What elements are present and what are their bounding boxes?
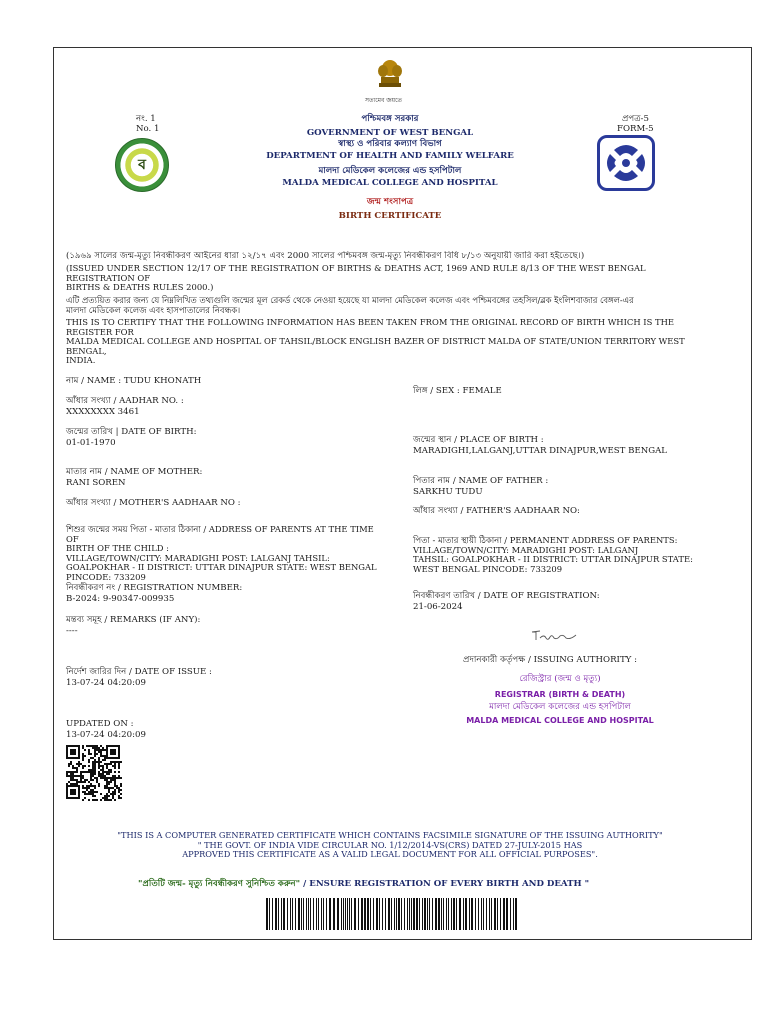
permanent-address: পিতা - মাতার স্থায়ী ঠিকানা / PERMANENT ADDRESS OF PARENTS: VILLAGE/TOWN/CITY: MARADIGHI POST: LALGANJ TAHSIL: GOALPOKHAR - II DISTRICT: UTTAR DINAJPUR STATE: WEST BENGAL PINCODE: 733209 <box>413 535 693 574</box>
issue-date-value: 13-07-24 04:20:09 <box>66 678 146 688</box>
form-bn: প্রপত্র-5 <box>622 114 649 124</box>
dept-title-bn: স্বাস্থ্য ও পরিবার কল্যাণ বিভাগ <box>338 139 442 149</box>
birth-address: শিশুর জন্মের সময় পিতা - মাতার ঠিকানা / ADDRESS OF PARENTS AT THE TIME OF BIRTH OF THE CHILD : VILLAGE/TOWN/CITY: MARADIGHI POST: LALGANJ TAHSIL: GOALPOKHAR - II DISTRICT: UTTAR DINAJPUR STATE: WEST BENGAL PINCODE: 733209 <box>66 524 377 582</box>
number-en: No. 1 <box>136 124 160 134</box>
slogan-bn: "প্রতিটি জন্ম- মৃত্যু নিবন্ধীকরণ সুনিশ্চিত করুন" <box>138 879 301 889</box>
slogan-en: / ENSURE REGISTRATION OF EVERY BIRTH AND DEATH " <box>300 879 590 889</box>
state-emblem-icon <box>373 58 407 94</box>
aadhar-label: আঁধার সংখ্যা / AADHAR NO. : <box>66 396 184 406</box>
registrar-hospital-bn: মালদা মেডিকেল কলেজের এন্ড হসপিটাল <box>489 702 631 712</box>
qr-code-icon <box>66 745 122 801</box>
father-aadhaar: আঁধার সংখ্যা / FATHER'S AADHAAR NO: <box>413 506 580 516</box>
issuing-authority-label: প্রদানকারী কর্তৃপক্ষ / ISSUING AUTHORITY : <box>463 655 637 665</box>
intro-paragraph-1-en: (ISSUED UNDER SECTION 12/17 OF THE REGISTRATION OF BIRTHS & DEATHS ACT, 1969 AND RULE 8/13 OF THE WEST BENGAL REGISTRATION OF BIRTHS & DEATHS RULES 2000.) <box>66 263 646 293</box>
registration-slogan <box>138 879 589 889</box>
computer-generated-notice: "THIS IS A COMPUTER GENERATED CERTIFICATE WHICH CONTAINS FACSIMILE SIGNATURE OF THE ISSUING AUTHORITY" " THE GOVT. OF INDIA VIDE CIRCULAR NO. 1/12/2014-VS(CRS) DATED 27-JULY-2015 HAS APPROVED THIS CERTIFICATE AS A VALID LEGAL DOCUMENT FOR ALL OFFICIAL PURPOSES". <box>117 830 663 860</box>
place-of-birth-label: জন্মের স্থান / PLACE OF BIRTH : <box>413 435 544 445</box>
mother-name-label: মাতার নাম / NAME OF MOTHER: <box>66 467 203 477</box>
aadhar-value: XXXXXXXX 3461 <box>66 407 140 417</box>
number-bn: নং. 1 <box>136 114 156 124</box>
intro-paragraph-2-bn: এটি প্রত্যয়িত করার জন্য যে নিম্নলিখিত তথ্যগুলি জন্মের মূল রেকর্ড থেকে নেওয়া হয়েছে যা মালদা মেডিকেল কলেজ এবং পশ্চিমবঙ্গের তহসিল/ব্লক ইংলিশবাজার বেঙ্গল-এর মালদা মেডিকেল কলেজ এবং হাসপাতালের নিবন্ধক। <box>66 295 634 315</box>
certificate-title-en: BIRTH CERTIFICATE <box>338 211 442 221</box>
registrar-signature-icon <box>530 626 578 644</box>
remarks-label: মন্তব্য সমূহ / REMARKS (IF ANY): <box>66 615 201 625</box>
gov-title-bn: পশ্চিমবঙ্গ সরকার <box>361 114 419 124</box>
registration-number-value: B-2024: 9-90347-009935 <box>66 594 175 604</box>
hospital-title-en: MALDA MEDICAL COLLEGE AND HOSPITAL <box>282 178 498 188</box>
updated-on-label: UPDATED ON : <box>66 719 134 729</box>
registration-date-value: 21-06-2024 <box>413 602 463 612</box>
registration-date-label: নিবন্ধীকরণ তারিখ / DATE OF REGISTRATION: <box>413 591 600 601</box>
father-name-value: SARKHU TUDU <box>413 487 483 497</box>
mother-aadhaar: আঁধার সংখ্যা / MOTHER'S AADHAAR NO : <box>66 498 241 508</box>
barcode-icon <box>264 898 518 930</box>
dept-title-en: DEPARTMENT OF HEALTH AND FAMILY WELFARE <box>266 151 514 161</box>
child-name: নাম / NAME : TUDU KHONATH <box>66 376 202 386</box>
intro-paragraph-2-en: THIS IS TO CERTIFY THAT THE FOLLOWING INFORMATION HAS BEEN TAKEN FROM THE ORIGINAL RECORD OF BIRTH WHICH IS THE REGISTER FOR MALDA MEDICAL COLLEGE AND HOSPITAL OF TAHSIL/BLOCK ENGLISH BAZER OF DISTRICT MALDA OF STATE/UNION TERRITORY WEST BENGAL, INDIA. <box>66 317 685 366</box>
sex: লিঙ্গ / SEX : FEMALE <box>413 386 502 396</box>
west-bengal-seal-icon: ব <box>115 138 169 192</box>
registrar-title-en: REGISTRAR (BIRTH & DEATH) <box>494 690 626 699</box>
registration-number-label: নিবন্ধীকরণ নং / REGISTRATION NUMBER: <box>66 583 243 593</box>
intro-paragraph-1-bn: (১৯৬৯ সালের জন্ম-মৃত্যু নিবন্ধীকরণ আইনের ধারা ১২/১৭ এবং 2000 সালের পশ্চিমবঙ্গ জন্ম-মৃত্যু নিবন্ধীকরণ বিধি ৮/১৩ অনুযায়ী জারি করা হইতেছে।) <box>66 251 585 261</box>
emblem-motto: সত্যমেব জয়তে <box>365 97 403 104</box>
dob-value: 01-01-1970 <box>66 438 116 448</box>
certificate-title-bn: জন্ম শংসাপত্র <box>366 197 414 207</box>
father-name-label: পিতার নাম / NAME OF FATHER : <box>413 476 549 486</box>
dob-label: জন্মের তারিখ | DATE OF BIRTH: <box>66 427 197 437</box>
gov-title-en: GOVERNMENT OF WEST BENGAL <box>306 128 474 138</box>
form-en: FORM-5 <box>617 124 654 134</box>
remarks-value: ---- <box>66 626 78 636</box>
registrar-hospital-en: MALDA MEDICAL COLLEGE AND HOSPITAL <box>466 716 654 725</box>
hospital-title-bn: মালদা মেডিকেল কলেজের এন্ড হসপিটাল <box>318 166 462 176</box>
registrar-title-bn: রেজিস্ট্রার (জন্ম ও মৃত্যু) <box>519 674 601 684</box>
health-department-logo-icon <box>597 135 655 191</box>
mother-name-value: RANI SOREN <box>66 478 126 488</box>
updated-on-value: 13-07-24 04:20:09 <box>66 730 146 740</box>
place-of-birth-value: MARADIGHI,LALGANJ,UTTAR DINAJPUR,WEST BENGAL <box>413 446 668 456</box>
issue-date-label: নির্দেশ জারির দিন / DATE OF ISSUE : <box>66 667 212 677</box>
